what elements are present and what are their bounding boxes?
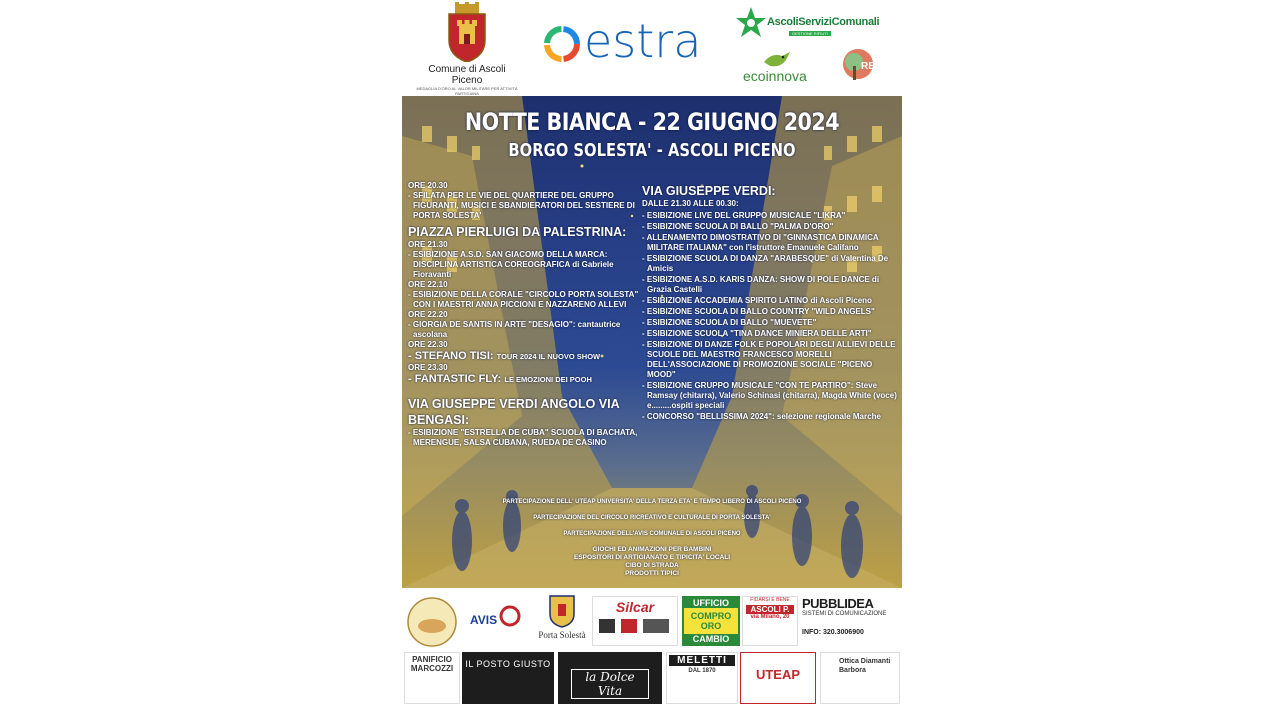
participation-notes bbox=[402, 498, 902, 578]
program-item: - ESIBIZIONE SCUOLA DI BALLO "MUEVETE" bbox=[642, 318, 817, 327]
program-item: - ESIBIZIONE SCUOLA "TINA DANCE MINIERA DELLE ARTI" bbox=[642, 329, 872, 338]
sponsor-meletti bbox=[666, 652, 738, 704]
sponsor-compro-oro bbox=[682, 596, 740, 646]
program-item-tisi bbox=[408, 350, 646, 363]
sponsor-ottica-diamanti bbox=[820, 652, 900, 704]
time-2330: ORE 23.30 bbox=[408, 363, 448, 372]
time-2220: ORE 22.20 bbox=[408, 310, 448, 319]
fantastic-name: - FANTASTIC FLY: bbox=[408, 373, 505, 385]
pubblidea-phone: INFO: 320.3006900 bbox=[802, 629, 864, 636]
asc-name: AscoliServiziComunali bbox=[767, 16, 880, 28]
panificio-name: PANIFICIO MARCOZZI bbox=[410, 655, 454, 673]
note-avis: PARTECIPAZIONE DELL'AVIS COMUNALE DI ASCOLI PICENO bbox=[563, 531, 741, 537]
program-item: - ESIBIZIONE SCUOLA DI DANZA "ARABESQUE" di Valentina De Amicis bbox=[642, 254, 889, 273]
time-2130: ORE 21.30 bbox=[408, 240, 448, 249]
program-item: - ESIBIZIONE A.S.D. KARIS DANZA: SHOW DI POLE DANCE di Grazia Castelli bbox=[642, 275, 880, 294]
sponsor-pubblidea bbox=[802, 596, 900, 646]
program-item: - ESIBIZIONE LIVE DEL GRUPPO MUSICALE "LIKRA" bbox=[642, 211, 846, 220]
panificio-badge-icon bbox=[404, 594, 460, 650]
program-item: - ALLENAMENTO DIMOSTRATIVO DI "GINNASTICA DINAMICA MILITARE ITALIANA" con l'istruttore Emanuele Califano bbox=[642, 233, 879, 252]
meletti-name: MELETTI bbox=[669, 655, 735, 666]
tisi-name: - STEFANO TISI: bbox=[408, 350, 497, 362]
silcar-brands-icon bbox=[595, 615, 675, 637]
note-uteap: PARTECIPAZIONE DELL' UTEAP UNIVERSITA' DELLA TERZA ETA' E TEMPO LIBERO DI ASCOLI PICENO bbox=[502, 499, 802, 505]
program-item: - CONCORSO "BELLISSIMA 2024": selezione regionale Marche bbox=[642, 412, 881, 421]
pubblidea-sub: SISTEMI DI COMUNICAZIONE bbox=[802, 611, 887, 617]
program-item: - ESIBIZIONE SCUOLA DI BALLO COUNTRY "WILD ANGELS" bbox=[642, 307, 875, 316]
estra-name: estra bbox=[584, 14, 702, 68]
silcar-name: Silcar bbox=[615, 599, 655, 615]
compro-top: UFFICIO bbox=[684, 598, 738, 608]
dolcevita-name: la Dolce Vita bbox=[571, 669, 649, 699]
poster-subtitle: BORGO SOLESTA' - ASCOLI PICENO bbox=[508, 140, 796, 161]
program-item: - ESIBIZIONE ACCADEMIA SPIRITO LATINO di Ascoli Piceno bbox=[642, 296, 872, 305]
poster-title: NOTTE BIANCA - 22 GIUGNO 2024 bbox=[464, 108, 840, 136]
note-circolo: PARTECIPAZIONE DEL CIRCOLO RICREATIVO E CULTURALE DI PORTA SOLESTA' bbox=[533, 515, 771, 521]
estra-logo bbox=[542, 14, 722, 68]
posto-name: IL POSTO GIUSTO bbox=[465, 659, 551, 669]
sponsor-uteap bbox=[740, 652, 816, 704]
program-item-fantastic bbox=[408, 373, 646, 386]
compro-mid: COMPRO ORO bbox=[690, 611, 732, 631]
extra-games: GIOCHI ED ANIMAZIONI PER BAMBINI bbox=[592, 546, 712, 553]
extra-artisans: ESPOSITORI DI ARTIGIANATO E TIPICITA' LOCALI bbox=[573, 554, 731, 561]
program-item: - SFILATA PER LE VIE DEL QUARTIERE DEL GRUPPO FIGURANTI, MUSICI E SBANDIERATORI DEL SESTIERE DI PORTA SOLESTA' bbox=[408, 191, 635, 220]
sponsor-silcar bbox=[592, 596, 678, 646]
re-tree-icon bbox=[840, 48, 876, 84]
event-poster bbox=[402, 96, 902, 588]
re-text: RE bbox=[861, 61, 875, 72]
program-item: - GIORGIA DE SANTIS IN ARTE "DESAGIO": cantautrice ascolana bbox=[408, 320, 621, 339]
compro-bot: CAMBIO bbox=[684, 634, 738, 644]
ecoinnova-name: ecoinnova bbox=[743, 68, 807, 84]
sestiere-shield-icon bbox=[536, 594, 588, 628]
time-2230: ORE 22.30 bbox=[408, 340, 448, 349]
comune-name: Comune di Ascoli Piceno bbox=[428, 64, 506, 86]
asc-star-icon bbox=[735, 6, 767, 42]
sponsor-sestiere bbox=[536, 594, 588, 646]
extra-food: CIBO DI STRADA bbox=[625, 562, 679, 569]
asc-sub: GESTIONE RIFIUTI bbox=[789, 31, 831, 36]
avis-logo-icon bbox=[466, 596, 526, 640]
comune-sub: MEDAGLIA D'ORO AL VALOR MILITARE PER ATTIVITÀ PARTIGIANA bbox=[416, 86, 518, 96]
sponsor-panificio bbox=[404, 594, 460, 650]
heading-palestrina: PIAZZA PIERLUIGI DA PALESTRINA: bbox=[408, 225, 627, 239]
tisi-desc: TOUR 2024 IL NUOVO SHOW bbox=[496, 352, 601, 361]
heading-bengasi: VIA GIUSEPPE VERDI ANGOLO VIA BENGASI: bbox=[408, 397, 620, 427]
comune-logo bbox=[412, 2, 522, 96]
diamanti-name: Ottica Diamanti Barbora bbox=[839, 658, 891, 674]
pubblidea-name: PUBBLIDEA bbox=[802, 596, 874, 611]
ascoli-tag: FIDARSI È BENE bbox=[750, 597, 790, 603]
sponsor-ascoli-p bbox=[742, 596, 798, 646]
ascoli-name: ASCOLI P. bbox=[746, 605, 794, 614]
time-2210: ORE 22.10 bbox=[408, 280, 448, 289]
program-item: - ESIBIZIONE A.S.D. SAN GIACOMO DELLA MARCA: DISCIPLINA ARTISTICA COREOGRAFICA di Gabriele Fioravanti bbox=[408, 250, 614, 279]
heading-verdi: VIA GIUSEPPE VERDI: bbox=[642, 184, 776, 198]
left-program bbox=[408, 181, 646, 448]
right-program bbox=[642, 180, 898, 423]
comune-crest-icon bbox=[444, 2, 490, 62]
program-item: - ESIBIZIONE "ESTRELLA DE CUBA" SCUOLA DI BACHATA, MERENGUE, SALSA CUBANA, RUEDA DE CASINO bbox=[408, 428, 638, 447]
asc-logo bbox=[735, 6, 895, 46]
estra-swirl-icon bbox=[542, 24, 582, 64]
uteap-name: UTEAP bbox=[755, 667, 801, 682]
program-item: - ESIBIZIONE SCUOLA DI BALLO "PALMA D'ORO" bbox=[642, 222, 834, 231]
extra-products: PRODOTTI TIPICI bbox=[625, 570, 679, 577]
ecoinnova-logo bbox=[740, 48, 830, 86]
sponsor-posto-giusto bbox=[462, 652, 554, 704]
ascoli-address: via Milano, 20 bbox=[750, 614, 790, 620]
sponsor-avis bbox=[466, 596, 526, 640]
re-logo bbox=[840, 48, 876, 84]
time-2030: ORE 20.30 bbox=[408, 181, 448, 190]
meletti-year: DAL 1870 bbox=[688, 668, 716, 674]
sponsor-dolce-vita bbox=[558, 652, 662, 704]
program-item: - ESIBIZIONE GRUPPO MUSICALE "CON TE PARTIRO": Steve Ramsay (chitarra), Valerio Schinasi (chitarra), Magda White (voce) e.........ospiti speciali bbox=[642, 381, 897, 410]
sponsor-panificio-card bbox=[404, 652, 460, 704]
bird-icon bbox=[762, 48, 792, 70]
time-verdi: DALLE 21.30 ALLE 00.30: bbox=[642, 199, 739, 208]
fantastic-desc: LE EMOZIONI DEI POOH bbox=[504, 375, 592, 384]
program-item: - ESIBIZIONE DI DANZE FOLK E POPOLARI DEGLI ALLIEVI DELLE SCUOLE DEL MAESTRO FRANCESCO MORELLI DELL'ASSOCIAZIONE DI PROMOZIONE SOCIALE "PICENO MOOD" bbox=[642, 340, 896, 379]
avis-text: AVIS bbox=[470, 613, 498, 627]
program-item: - ESIBIZIONE DELLA CORALE "CIRCOLO PORTA SOLESTA" CON I MAESTRI ANNA PICCIONI E NAZZARENO ALLEVI bbox=[408, 290, 639, 309]
sestiere-name: Porta Solestà bbox=[538, 630, 586, 640]
